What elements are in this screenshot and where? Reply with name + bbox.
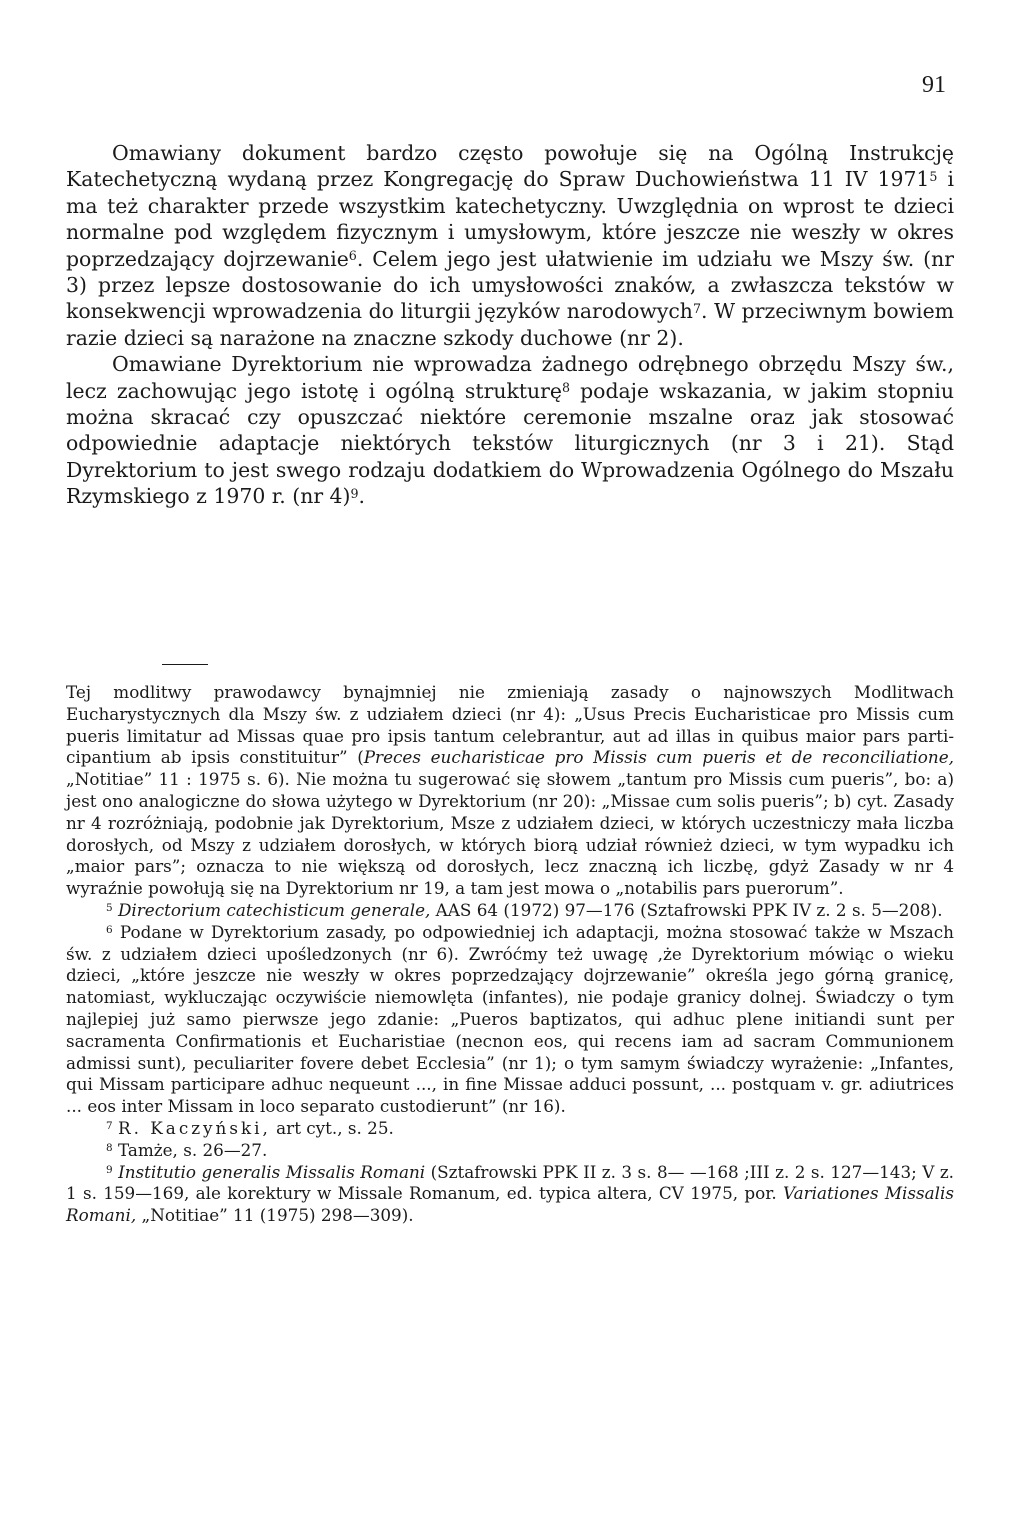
paragraph-2: Omawiane Dyrektorium nie wprowadza żadnego odrębnego obrzędu Mszy św., lecz zachowując jego istotę i ogólną strukturę$^8$ podaje wskazania, w jakim stopniu można skracać czy opuszczać niektóre ceremonie mszalne oraz jak stosować odpowiednie adaptacje niektórych tekstów liturgicznych (nr 3 i 21). Stąd Dyrektorium to jest swego rodzaju dodatkiem do Wprowadzenia Ogólnego do Mszału Rzymskiego z 1970 r. (nr 4)$^9$.: [66, 352, 954, 509]
footnote-number: 9: [106, 1163, 113, 1176]
footnote-ref-9[interactable]: 9: [350, 485, 359, 501]
footnote-8: $^8$ Tamże, s. 26—27.: [106, 1139, 268, 1160]
author-name: R. Kaczyński,: [117, 1117, 271, 1138]
main-text: [66, 140, 954, 510]
footnote-ref-5[interactable]: 5: [929, 168, 938, 184]
footnotes: [66, 682, 954, 1227]
footnote-6: $^6$ Podane w Dyrektorium zasady, po odpowiedniej ich adaptacji, można stosować także w Mszach św. z udziałem dzieci upośledzonych (nr 6). Zwróćmy też uwagę ,że Dyrektorium mówiąc o wieku dzieci, „które jeszcze nie weszły w okres poprzedzający dojrzewanie” określa jego górną granicę, natomiast, wykluczając oczywiście niemowlęta (infantes), nie podaje granicy dolnej. Świadczy o tym najlepiej już samo pierwsze jego zdanie: „Pueros baptizatos, qui adhuc plene initiandi sunt per sacramenta Confirmationis et Eucharistiae (necnon eos, qui recens iam ad sacram Communionem admissi sunt), peculiariter fovere debet Ecclesia” (nr 1); o tym samym świadczy wyrażenie: „Infantes, qui Missam participare adhuc nequeunt ..., in fine Missae adduci possunt, ... postquam v. gr. adiutrices ... eos inter Missam in loco separato custodierunt” (nr 16).: [66, 921, 954, 1117]
footnote-5: $^5$ Directorium catechisticum generale, AAS 64 (1972) 97—176 (Sztafrowski PPK IV z. 2 s. 5—208).: [106, 899, 943, 920]
footnote-number: 8: [106, 1142, 113, 1155]
footnote-continuation: Tej modlitwy prawodawcy bynajmniej nie zmieniają zasady o najnowszych Modlitwach Eucharystycznych dla Mszy św. z udziałem dzieci (nr 4): „Usus Precis Eucharisticae pro Missis cum pueris limitatur ad Missas quae pro ipsis tantum celebrantur, aut ad illas in quibus maior pars participantium ab ipsis constituitur” (Preces eucharisticae pro Missis cum pueris et de reconciliatione, „Notitiae” 11 : 1975 s. 6). Nie można tu sugerować się słowem „tantum pro Missis cum pueris”, bo: a) jest ono analogiczne do słowa użytego w Dyrektorium (nr 20): „Missae cum solis pueris”; b) cyt. Zasady nr 4 rozróżniają, podobnie jak Dyrektorium, Msze z udziałem dzieci, w których uczestniczy mała liczba dorosłych, od Mszy z udziałem dorosłych, w których biorą udział również dzieci, w tym wypadku ich „maior pars”; oznacza to nie większą od dorosłych, lecz znaczną ich liczbę, gdyż Zasady w nr 4 wyraźnie powołują się na Dyrektorium nr 19, a tam jest mowa o „notabilis pars puerorum”.: [66, 682, 954, 899]
footnote-ref-6[interactable]: 6: [348, 247, 357, 263]
footnote-number: 5: [106, 902, 113, 915]
page-number: 91: [922, 72, 946, 98]
footnote-number: 6: [106, 924, 113, 937]
paragraph-1: Omawiany dokument bardzo często powołuje się na Ogólną Instrukcję Katechetyczną wydaną przez Kongregację do Spraw Duchowieństwa 11 IV 1971$^5$ i ma też charakter przede wszystkim katechetyczny. Uwzględnia on wprost te dzieci normalne pod względem fizycznym i umysłowym, które jeszcze nie weszły w okres poprzedzający dojrzewanie$^6$. Celem jego jest ułatwienie im udziału we Mszy św. (nr 3) przez lepsze dostosowanie do ich umysłowości znaków, a zwłaszcza tekstów w konsekwencji wprowadzenia do liturgii języków narodowych$^7$. W przeciwnym bowiem razie dzieci są narażone na znaczne szkody duchowe (nr 2).: [66, 141, 954, 350]
footnote-7: $^7$ R. Kaczyński, art cyt., s. 25.: [106, 1117, 394, 1138]
footnote-divider: [162, 664, 208, 665]
footnote-ref-8[interactable]: 8: [561, 379, 571, 395]
footnote-number: 7: [106, 1120, 113, 1133]
footnote-9: $^9$ Institutio generalis Missalis Romani (Sztafrowski PPK II z. 3 s. 8— —168 ;III z. 2 s. 127—143; V z. 1 s. 159—169, ale korektury w Missale Romanum, ed. typica altera, CV 1975, por. Variationes Missalis Romani, „Notitiae” 11 (1975) 298—309).: [66, 1161, 954, 1226]
footnote-ref-7[interactable]: 7: [692, 300, 701, 316]
